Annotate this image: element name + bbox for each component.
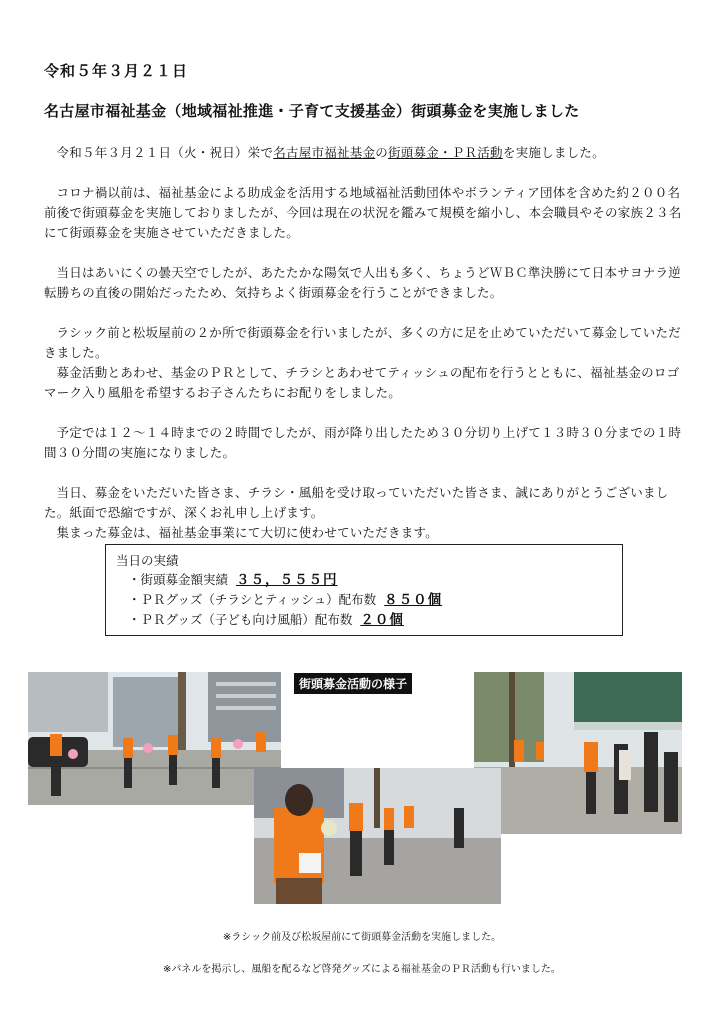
paragraph-6: 予定では１２～１４時までの２時間でしたが、雨が降り出したため３０分切り上げて１３時３０分までの１時間３０分間の実施になりました。 (44, 425, 682, 460)
article-body (44, 143, 684, 563)
p1-mid: の (375, 145, 389, 160)
result-value-donations: ３５，５５５円 (236, 572, 338, 588)
photo-street-left (28, 672, 281, 805)
p1-pre: 令和５年３月２１日（火・祝日）栄で (56, 145, 274, 160)
results-heading: 当日の実績 (116, 553, 179, 568)
results-box (105, 544, 623, 636)
paragraph-4: ラシック前と松坂屋前の２か所で街頭募金を行いましたが、多くの方に足を止めていただいて募金していただきました。 (44, 325, 682, 360)
page-title: 名古屋市福祉基金（地域福祉推進・子育て支援基金）街頭募金を実施しました (44, 102, 580, 120)
note-1: ※ラシック前及び松坂屋前にて街頭募金活動を実施しました。 (222, 932, 502, 943)
result-row-donations: ・街頭募金額実績 ３５，５５５円 (128, 572, 338, 588)
paragraph-1 (44, 143, 684, 163)
result-value-balloons: ２０個 (360, 612, 404, 628)
photo-street-right (474, 672, 682, 834)
p1-fund-name: 名古屋市福祉基金 (273, 145, 376, 160)
paragraph-3: 当日はあいにくの曇天空でしたが、あたたかな陽気で人出も多く、ちょうどＷＢＣ準決勝にて日本サヨナラ逆転勝ちの直後の開始だったため、気持ちよく街頭募金を行うことができました。 (44, 265, 682, 300)
result-row-balloons: ・ＰＲグッズ（子ども向け風船）配布数 ２０個 (128, 612, 404, 628)
paragraph-5: 募金活動とあわせ、基金のＰＲとして、チラシとあわせてティッシュの配布を行うとともに、福祉基金のロゴマーク入り風船を希望するお子さんたちにお配りをしました。 (44, 365, 680, 400)
photo-section-label: 街頭募金活動の様子 (294, 673, 412, 694)
paragraph-7: 当日、募金をいただいた皆さま、チラシ・風船を受け取っていただいた皆さま、誠にありがとうございました。紙面で恐縮ですが、深くお礼申し上げます。 (44, 485, 669, 520)
p1-post: を実施しました。 (502, 145, 605, 160)
result-row-flyers: ・ＰＲグッズ（チラシとティッシュ）配布数 ８５０個 (128, 592, 443, 608)
paragraph-2: コロナ禍以前は、福祉基金による助成金を活用する地域福祉活動団体やボランティア団体を含めた約２００名前後で街頭募金を実施しておりましたが、今回は現在の状況を鑑みて規模を縮小し、本会職員やその家族２３名にて街頭募金を実施させていただきました。 (44, 185, 682, 240)
p1-activity: 街頭募金・ＰＲ活動 (388, 145, 503, 160)
page-date: 令和５年３月２１日 (44, 62, 189, 80)
photo-volunteer-closeup (254, 768, 501, 904)
result-value-flyers: ８５０個 (384, 592, 443, 608)
paragraph-8: 集まった募金は、福祉基金事業にて大切に使わせていただきます。 (56, 525, 439, 540)
note-2: ※パネルを掲示し、風船を配るなど啓発グッズによる福祉基金のＰＲ活動も行いました。 (163, 964, 561, 975)
